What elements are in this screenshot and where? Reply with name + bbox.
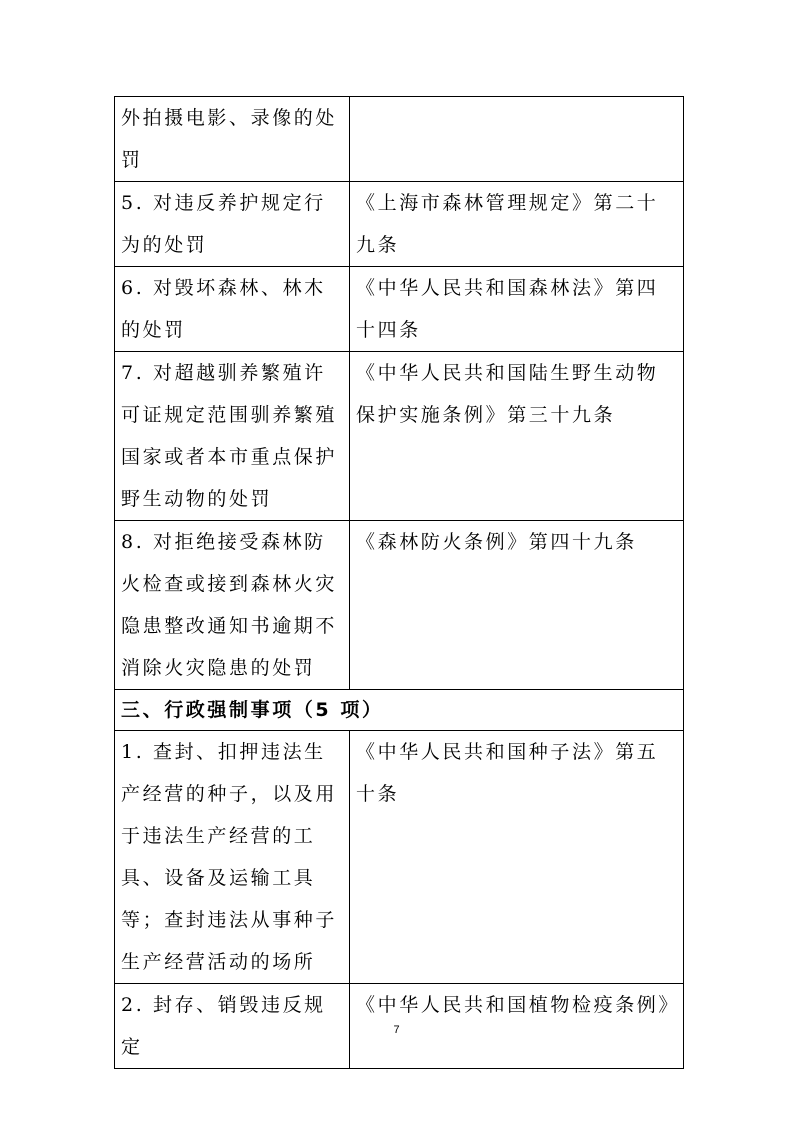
section-header-row	[115, 690, 684, 731]
item-cell: 1. 查封、扣押违法生产经营的种子，以及用于违法生产经营的工具、设备及运输工具等；查封违法从事种子生产经营活动的场所	[115, 731, 350, 984]
table-row	[115, 267, 684, 352]
basis-cell: 《森林防火条例》第四十九条	[350, 521, 684, 690]
table-row	[115, 97, 684, 182]
section-title: 三、行政强制事项（5 项）	[115, 690, 684, 731]
basis-cell	[350, 97, 684, 182]
basis-cell: 《上海市森林管理规定》第二十九条	[350, 182, 684, 267]
item-cell: 8. 对拒绝接受森林防火检查或接到森林火灾隐患整改通知书逾期不消除火灾隐患的处罚	[115, 521, 350, 690]
regulation-table	[114, 96, 684, 1069]
table-row	[115, 182, 684, 267]
page-number: 7	[393, 1024, 400, 1036]
table-row	[115, 521, 684, 690]
basis-cell: 《中华人民共和国植物检疫条例》	[350, 984, 684, 1069]
item-cell: 2. 封存、销毁违反规定	[115, 984, 350, 1069]
table-row	[115, 352, 684, 521]
basis-cell: 《中华人民共和国陆生野生动物保护实施条例》第三十九条	[350, 352, 684, 521]
item-cell: 5. 对违反养护规定行为的处罚	[115, 182, 350, 267]
item-cell: 外拍摄电影、录像的处罚	[115, 97, 350, 182]
item-cell: 7. 对超越驯养繁殖许可证规定范围驯养繁殖国家或者本市重点保护野生动物的处罚	[115, 352, 350, 521]
item-cell: 6. 对毁坏森林、林木的处罚	[115, 267, 350, 352]
table-row	[115, 731, 684, 984]
basis-cell: 《中华人民共和国森林法》第四十四条	[350, 267, 684, 352]
basis-cell: 《中华人民共和国种子法》第五十条	[350, 731, 684, 984]
